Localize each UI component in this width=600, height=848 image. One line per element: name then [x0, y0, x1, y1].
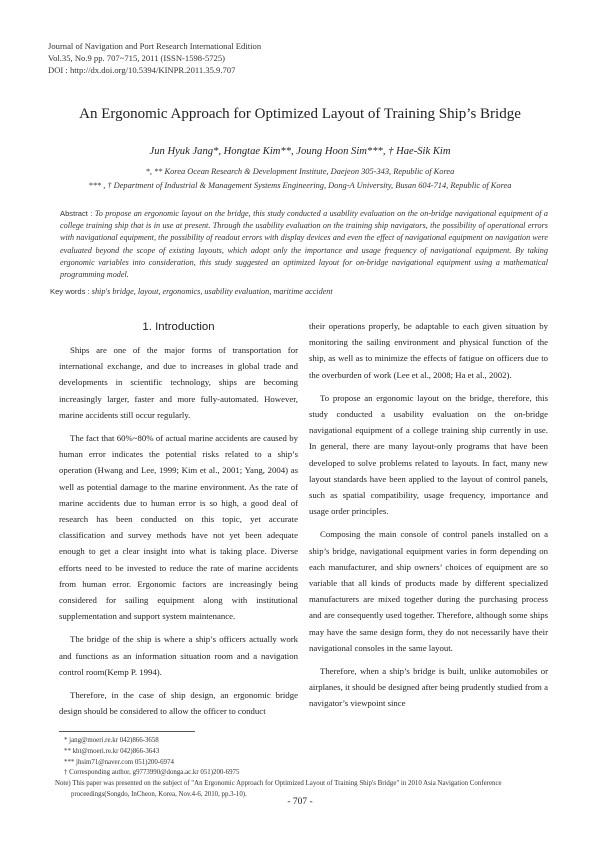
footnote-note: Note) This paper was presented on the subject of "An Ergonomic Approach for Optimized Layout of Training Ship's Bridge" in 2010 Asia Navigation Conference proceedings(Songdo, InCheon, Korea, Nov.4-6, 2010, pp.3-10). [55, 780, 502, 798]
right-column [309, 318, 548, 719]
paragraph: To propose an ergonomic layout on the bridge, therefore, this study conducted a usability evaluation on the on-bridge navigational equipment of a college training ship currently in use. In general, there are many layout-only programs that have been developed to solve problems related to layouts. In fact, many new layout standards have been applied to the layout of control panels, such as spatial compatibility, usage frequency, importance and usage order principles. [309, 392, 548, 517]
journal-volume: Vol.35, No.9 pp. 707~715, 2011 (ISSN-1598-5725) [48, 53, 226, 63]
author-list: Jun Hyuk Jang*, Hongtae Kim**, Joung Hoon Sim***, † Hae-Sik Kim [149, 146, 451, 157]
paragraph: The fact that 60%~80% of actual marine accidents are caused by human error indicates the potential risks related to a ship’s operation (Hwang and Lee, 1999; Kim et al., 2001; Yang, 2004) as well as potential damage to the marine environment. As the rate of marine accidents due to human error is so high, a good deal of research has been conducted on this topic, yet accurate classification and survey methods have not yet been adequate enough to get a clear insight into what is taking place. Diverse efforts need to be invested to reduce the rate of marine accidents from human error. Ergonomic factors are increasingly being considered for sailing equipment along with institutional supplementation and support system maintenance. [59, 433, 298, 622]
affiliation-1: *, ** Korea Ocean Research & Development Institute, Daejeon 305-343, Republic of Korea [145, 167, 455, 176]
paragraph: Therefore, when a ship’s bridge is built, unlike automobiles or airplanes, it should be designed after being prudently studied from a navigator’s viewpoint since [309, 666, 548, 709]
affiliation-2: *** , † Department of Industrial & Management Systems Engineering, Dong-A University, Busan 604-714, Republic of Korea [88, 181, 512, 190]
paragraph: Composing the main console of control panels installed on a ship’s bridge, navigational equipment varies in form depending on each manufacturer, and ship owners’ choices of equipment are so variable that all kinds of products made by different specialized manufacturers are mixed together during the purchasing process and are consequently used together. Therefore, although some ships may have the same design form, they do not necessarily have their navigational consoles in the same layout. [309, 529, 548, 653]
section-heading: 1. Introduction [142, 321, 215, 333]
paper-title: An Ergonomic Approach for Optimized Layout of Training Ship’s Bridge [79, 106, 521, 122]
abstract [60, 208, 548, 281]
left-column [59, 342, 298, 726]
footnote-divider [59, 731, 195, 732]
footnote: * jang@moeri.re.kr 042)866-3658 [64, 737, 159, 744]
abstract-text: To propose an ergonomic layout on the bridge, this study conducted a usability evaluation on the on-bridge navigational equipment of a college training ship that is in use at present. Through the usability evaluation on the training ship navigators, the possibility of operational errors with navigational equipment, the possibility of readout errors with display devices and even the effect of navigational equipment on navigation were evaluated beyond the scope of existing layouts, which adopt only the importance and usage frequency of navigational equipment. By taking ergonomic variables into consideration, this study suggested an optimized layout for on-bridge navigational equipment using a mathematical programming model. [60, 209, 549, 280]
footnote: † Corresponding author, g9773990@donga.ac.kr 051)200-6975 [64, 769, 240, 777]
page-number: - 707 - [287, 797, 313, 807]
footnote: ** kht@moeri.re.kr 042)866-3643 [64, 747, 160, 755]
journal-header [48, 40, 261, 76]
abstract-label: Abstract : [60, 209, 95, 218]
journal-doi: DOI : http://dx.doi.org/10.5394/KINPR.2011.35.9.707 [48, 65, 236, 75]
keywords [50, 287, 333, 296]
footnotes [55, 736, 554, 801]
paragraph-continuation: their operations properly, be adaptable to each given situation by monitoring the sailing environment and physical function of the ship, as well as to minimize the effects of fatigue on officers due to the overburden of work (Lee et al., 2008; Ha et al., 2002). [309, 321, 548, 380]
paragraph: The bridge of the ship is where a ship’s officers actually work and functions as an information situation room and a navigation control room(Kemp P. 1994). [59, 634, 298, 677]
keywords-label: Key words : [50, 287, 92, 296]
paragraph: Therefore, in the case of ship design, an ergonomic bridge design should be considered to allow the officer to conduct [59, 690, 298, 717]
journal-name: Journal of Navigation and Port Research International Edition [48, 41, 262, 51]
footnote: *** jhsim71@naver.com 051)200-6974 [64, 758, 174, 766]
paragraph: Ships are one of the major forms of transportation for international exchange, and due to increases in global trade and developments in scientific technology, ships are becoming increasingly larger, faster and more fully-automated. However, marine accidents still occur regularly. [59, 345, 298, 420]
keywords-text: ship's bridge, layout, ergonomics, usability evaluation, maritime accident [91, 287, 333, 296]
